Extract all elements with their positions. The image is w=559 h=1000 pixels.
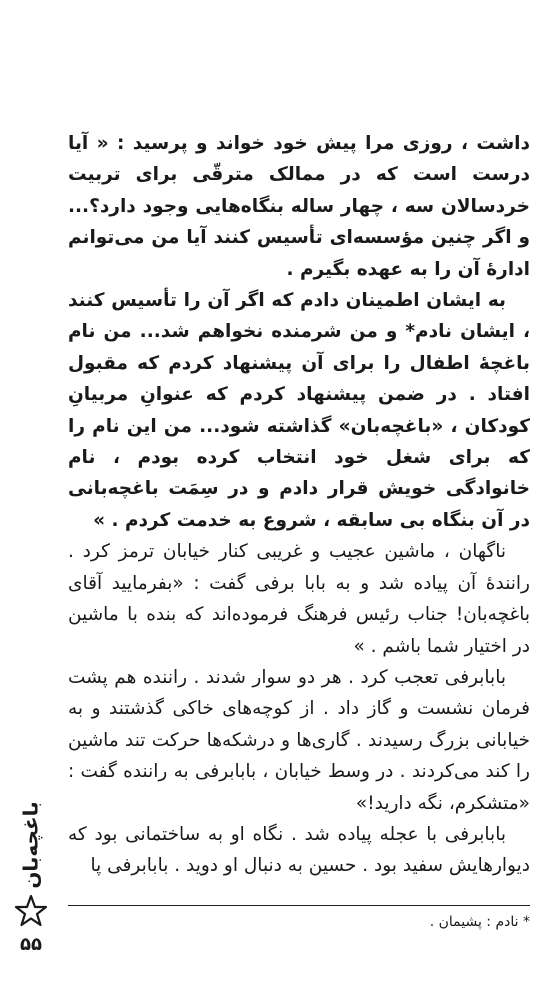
paragraph-4: بابابرفی تعجب کرد . هر دو سوار شدند . راننده هم پشت فرمان نشست و گاز داد . از کوچه‌های خاکی گذشتند و به خیابانی بزرگ رسیدند . گاری‌ها و درشکه‌ها حرکت تند ماشین را کند می‌کردند . در وسط خیابان ، بابابرفی به راننده گفت : «متشکرم، نگه دارید!» [68, 666, 530, 814]
star-outline-icon [14, 894, 48, 928]
book-title: باغچه‌بان [19, 801, 44, 889]
running-head [6, 790, 56, 900]
paragraph-1: داشت ، روزی مرا پیش خود خواند و پرسید : « آیا درست است که در ممالک مترقّی برای تربیت خردسالان سه ، چهار ساله بنگاه‌هایی وجود دارد؟... و اگر چنین مؤسسه‌ای تأسیس کنند آیا من می‌توانم اداره‌ٔ آن را به عهده بگیرم . [68, 133, 530, 280]
footnote: * نادم : پشیمان . [429, 914, 530, 930]
paragraph-3: ناگهان ، ماشین عجیب و غریبی کنار خیابان ترمز کرد . راننده‌ٔ آن پیاده شد و به بابا برفی گفت : «بفرمایید آقای باغچه‌بان! جناب رئیس فرهنگ فرموده‌اند که بنده با ماشین در اختیار شما باشم . » [68, 541, 530, 657]
paragraph-2: به ایشان اطمینان دادم که اگر آن را تأسیس کنند ، ایشان نادم* و من شرمنده نخواهم شد... من نام باغچه‌ٔ اطفال را برای آن پیشنهاد کردم که مقبول افتاد . در ضمن پیشنهاد کردم که عنوانِ مربیانِ کودکان ، «باغچه‌بان» گذاشته شود... من این نام را که برای شغل خود انتخاب کرده بودم ، نام خانوادگی خویش قرار دادم و در سِمَت باغچه‌بانی در آن بنگاه بی سابقه ، شروع به خدمت کردم . » [68, 290, 530, 531]
body-text [68, 128, 530, 882]
footnote-divider [68, 905, 530, 906]
paragraph-5: بابابرفی با عجله پیاده شد . نگاه او به ساختمانی بود که دیوارهایش سفید بود . حسین به دنبال او دوید . بابابرفی پا [68, 823, 530, 877]
page-number: ۵۵ [20, 934, 42, 955]
